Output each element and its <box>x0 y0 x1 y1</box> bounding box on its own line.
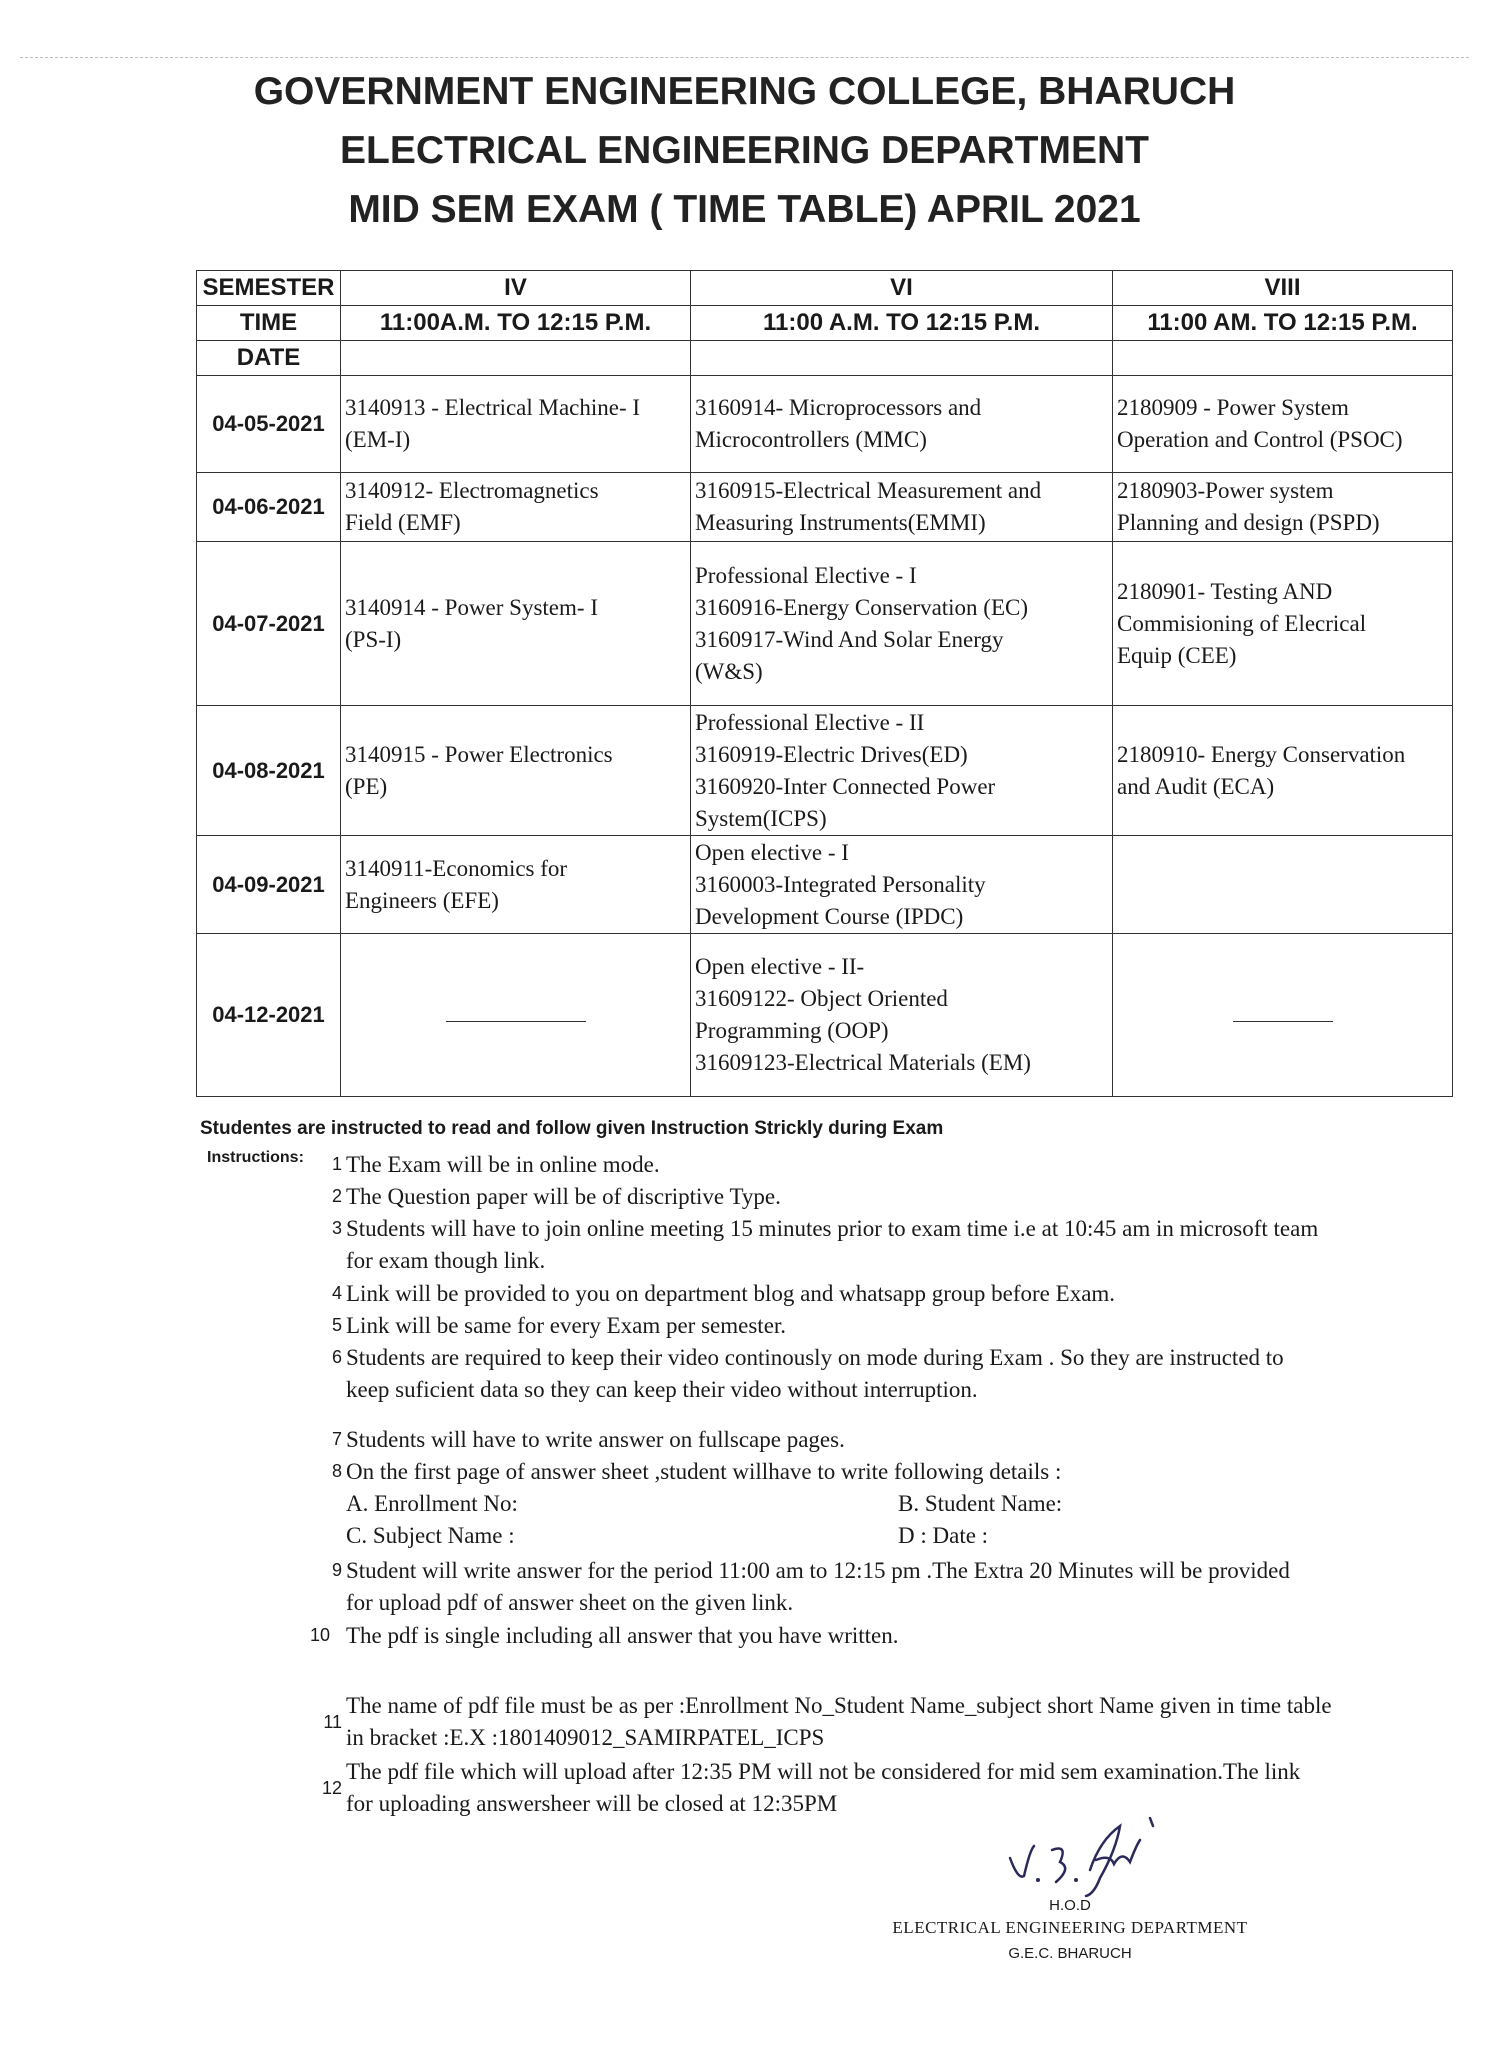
subject-line: Planning and design (PSPD) <box>1117 510 1380 535</box>
subject-line: Open elective - I <box>695 839 849 865</box>
exam-row <box>197 473 1453 542</box>
detail-student-name: B. Student Name: <box>898 1491 1063 1516</box>
subject-line: Open elective - II- <box>695 954 865 979</box>
semester-vi: VI <box>691 271 1113 306</box>
subject-iv <box>341 376 691 473</box>
instruction-text: for uploading answersheer will be closed at 12:35PM <box>346 1791 838 1816</box>
instruction-text: The Question paper will be of discriptive Type. <box>346 1184 781 1209</box>
detail-enrollment: A. Enrollment No: <box>346 1491 518 1516</box>
subject-vi <box>691 706 1113 836</box>
instruction-text: keep suficient data so they can keep their video without interruption. <box>346 1377 978 1402</box>
instruction-text: Students will have to join online meeting 15 minutes prior to exam time i.e at 10:45 am in microsoft team <box>346 1216 1319 1241</box>
instruction-number: 5 <box>331 1315 342 1335</box>
subject-line: 3160919-Electric Drives(ED) <box>695 741 968 767</box>
instruction-text: in bracket :E.X :1801409012_SAMIRPATEL_ICPS <box>346 1725 825 1750</box>
subject-line: 2180909 - Power System <box>1117 395 1349 420</box>
subject-vi <box>691 376 1113 473</box>
exam-row <box>197 542 1453 706</box>
subject-vi <box>691 934 1113 1097</box>
instruction-number: 4 <box>331 1283 342 1303</box>
instruction-number: 2 <box>331 1186 342 1206</box>
instruction-number: 3 <box>331 1218 342 1238</box>
subject-viii <box>1113 706 1453 836</box>
subject-line: Engineers (EFE) <box>345 887 499 913</box>
instruction-number: 10 <box>309 1625 330 1645</box>
instruction-text: On the first page of answer sheet ,student willhave to write following details : <box>346 1459 1062 1484</box>
exam-date: 04-09-2021 <box>197 836 341 934</box>
subject-line: Programming (OOP) <box>695 1018 889 1043</box>
top-rule <box>20 57 1469 58</box>
instruction-text: Student will write answer for the period 11:00 am to 12:15 pm .The Extra 20 Minutes will be provided <box>346 1558 1290 1583</box>
instruction-number: 1 <box>331 1154 342 1174</box>
subject-line: Microcontrollers (MMC) <box>695 427 927 452</box>
subject-line: System(ICPS) <box>695 805 827 831</box>
exam-date: 04-06-2021 <box>197 473 341 542</box>
college-title: GOVERNMENT ENGINEERING COLLEGE, BHARUCH <box>253 70 1236 113</box>
document-header <box>0 62 1489 239</box>
subject-viii <box>1113 473 1453 542</box>
subject-line: 31609123-Electrical Materials (EM) <box>695 1050 1031 1075</box>
subject-iv <box>341 836 691 934</box>
subject-line: (W&S) <box>695 658 763 684</box>
exam-date: 04-12-2021 <box>197 934 341 1097</box>
hod-signature <box>990 1810 1250 1900</box>
subject-line: Professional Elective - I <box>695 562 917 588</box>
time-iv: 11:00A.M. TO 12:15 P.M. <box>341 306 691 341</box>
subject-line: and Audit (ECA) <box>1117 773 1275 799</box>
instruction-number: 8 <box>331 1461 342 1481</box>
subject-line: 3140913 - Electrical Machine- I <box>345 395 641 420</box>
time-vi: 11:00 A.M. TO 12:15 P.M. <box>691 306 1113 341</box>
time-label: TIME <box>197 306 341 341</box>
empty-cell <box>341 341 691 376</box>
college-name: G.E.C. BHARUCH <box>1008 1945 1132 1962</box>
subject-line: Field (EMF) <box>345 510 461 535</box>
instruction-text: The Exam will be in online mode. <box>346 1152 660 1177</box>
subject-line: 2180901- Testing AND <box>1117 578 1333 604</box>
subject-viii <box>1113 542 1453 706</box>
hod-title: H.O.D <box>1049 1897 1091 1914</box>
subject-iv <box>341 706 691 836</box>
subject-line: Professional Elective - II <box>695 709 925 735</box>
subject-vi <box>691 542 1113 706</box>
empty-cell <box>1113 341 1453 376</box>
subject-line: 2180910- Energy Conservation <box>1117 741 1406 767</box>
subject-viii <box>1113 836 1453 934</box>
subject-iv <box>341 934 691 1097</box>
subject-line: 3160915-Electrical Measurement and <box>695 478 1042 503</box>
date-label-row <box>197 341 1453 376</box>
instruction-text: Students will have to write answer on fullscape pages. <box>346 1427 845 1452</box>
subject-viii <box>1113 376 1453 473</box>
subject-iv <box>341 473 691 542</box>
subject-line: Operation and Control (PSOC) <box>1117 427 1403 452</box>
exam-date: 04-07-2021 <box>197 542 341 706</box>
subject-line: Development Course (IPDC) <box>695 903 964 929</box>
subject-line: 3140912- Electromagnetics <box>345 478 599 503</box>
subject-line: (PS-I) <box>345 626 402 652</box>
subject-iv <box>341 542 691 706</box>
exam-row <box>197 934 1453 1097</box>
instruction-text: Link will be provided to you on department blog and whatsapp group before Exam. <box>346 1281 1116 1306</box>
subject-line: (EM-I) <box>345 427 411 452</box>
subject-line: 3160920-Inter Connected Power <box>695 773 996 799</box>
subject-viii <box>1113 934 1453 1097</box>
exam-date: 04-05-2021 <box>197 376 341 473</box>
exam-date: 04-08-2021 <box>197 706 341 836</box>
instruction-text: The pdf is single including all answer that you have written. <box>346 1623 899 1648</box>
subject-line: 3140914 - Power System- I <box>345 594 598 620</box>
detail-date: D : Date : <box>898 1523 989 1548</box>
subject-vi <box>691 836 1113 934</box>
instruction-text: for upload pdf of answer sheet on the given link. <box>346 1590 794 1615</box>
exam-row <box>197 706 1453 836</box>
semester-viii: VIII <box>1113 271 1453 306</box>
empty-dash <box>446 1021 586 1022</box>
department-title: ELECTRICAL ENGINEERING DEPARTMENT <box>340 129 1149 172</box>
time-viii: 11:00 AM. TO 12:15 P.M. <box>1113 306 1453 341</box>
exam-row <box>197 836 1453 934</box>
semester-iv: IV <box>341 271 691 306</box>
instruction-number: 12 <box>321 1778 342 1798</box>
time-row <box>197 306 1453 341</box>
instruction-text: for exam though link. <box>346 1248 546 1273</box>
detail-subject-name: C. Subject Name : <box>346 1523 515 1548</box>
exam-title: MID SEM EXAM ( TIME TABLE) APRIL 2021 <box>348 188 1141 231</box>
semester-label: SEMESTER <box>197 271 341 306</box>
subject-vi <box>691 473 1113 542</box>
instruction-number: 7 <box>331 1429 342 1449</box>
semester-row <box>197 271 1453 306</box>
instruction-number: 9 <box>331 1560 342 1580</box>
instruction-notice: Studentes are instructed to read and follow given Instruction Strickly during Exam <box>200 1118 944 1139</box>
subject-line: (PE) <box>345 773 388 799</box>
instruction-text: Students are required to keep their video continously on mode during Exam . So they are instructed to <box>346 1345 1284 1370</box>
instruction-text: The name of pdf file must be as per :Enrollment No_Student Name_subject short Name given in time table <box>346 1693 1332 1718</box>
instruction-text: The pdf file which will upload after 12:35 PM will not be considered for mid sem examination.The link <box>346 1759 1301 1784</box>
subject-line: Equip (CEE) <box>1117 642 1237 668</box>
timetable <box>196 270 1453 1097</box>
subject-line: 3160003-Integrated Personality <box>695 871 986 897</box>
subject-line: 3140911-Economics for <box>345 855 568 881</box>
subject-line: 3160917-Wind And Solar Energy <box>695 626 1004 652</box>
subject-line: 31609122- Object Oriented <box>695 986 948 1011</box>
subject-line: 3140915 - Power Electronics <box>345 741 613 767</box>
empty-cell <box>691 341 1113 376</box>
instruction-number: 6 <box>331 1347 342 1367</box>
exam-row <box>197 376 1453 473</box>
subject-line: 3160916-Energy Conservation (EC) <box>695 594 1029 620</box>
subject-line: Commisioning of Elecrical <box>1117 610 1367 636</box>
subject-line: 3160914- Microprocessors and <box>695 395 982 420</box>
subject-line: Measuring Instruments(EMMI) <box>695 510 986 535</box>
instruction-number: 11 <box>323 1712 342 1732</box>
date-label: DATE <box>197 341 341 376</box>
hod-department: ELECTRICAL ENGINEERING DEPARTMENT <box>892 1918 1248 1937</box>
subject-line: 2180903-Power system <box>1117 478 1334 503</box>
empty-dash <box>1233 1021 1333 1022</box>
instructions-label: Instructions: <box>207 1149 304 1166</box>
instruction-text: Link will be same for every Exam per semester. <box>346 1313 787 1338</box>
